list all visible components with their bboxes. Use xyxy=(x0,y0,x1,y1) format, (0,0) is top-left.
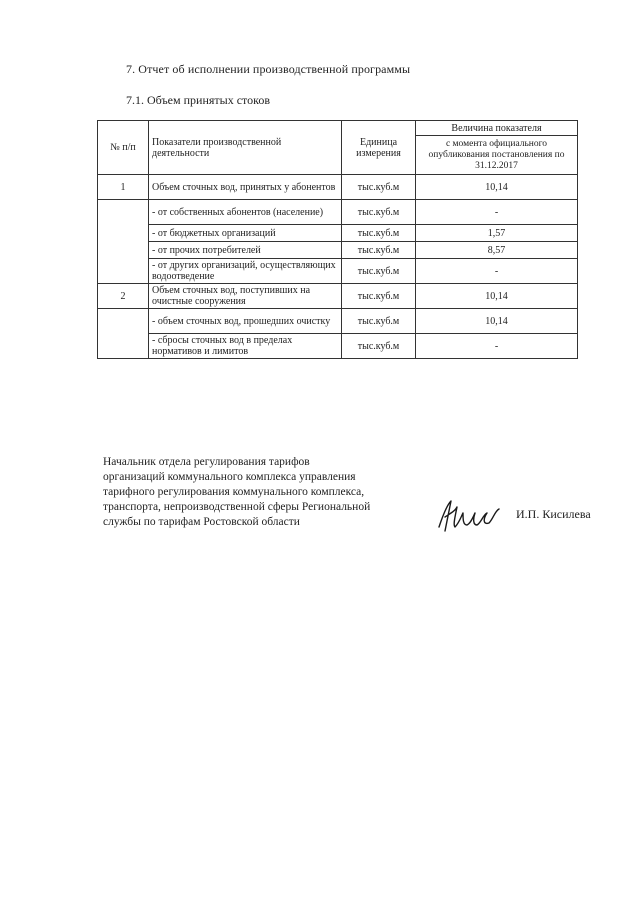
row-value: 8,57 xyxy=(416,242,578,259)
row-unit: тыс.куб.м xyxy=(342,334,416,359)
row-num xyxy=(98,225,149,242)
position-line: организаций коммунального комплекса управления xyxy=(103,471,356,483)
row-unit: тыс.куб.м xyxy=(342,242,416,259)
row-num xyxy=(98,309,149,334)
row-indicator: - объем сточных вод, прошедших очистку xyxy=(149,309,342,334)
table-row xyxy=(98,259,578,284)
table-row xyxy=(98,242,578,259)
table-row xyxy=(98,200,578,225)
row-indicator: - от собственных абонентов (население) xyxy=(149,200,342,225)
row-num: 1 xyxy=(98,175,149,200)
row-num: 2 xyxy=(98,284,149,309)
position-line: службы по тарифам Ростовской области xyxy=(103,516,300,528)
header-unit: Единица измерения xyxy=(342,121,416,175)
row-value: 10,14 xyxy=(416,175,578,200)
table-row xyxy=(98,175,578,200)
row-num xyxy=(98,200,149,225)
row-value: 10,14 xyxy=(416,284,578,309)
row-unit: тыс.куб.м xyxy=(342,175,416,200)
header-value-period: с момента официального опубликования постановления по 31.12.2017 xyxy=(416,136,578,175)
row-num xyxy=(98,259,149,284)
table-row xyxy=(98,225,578,242)
row-unit: тыс.куб.м xyxy=(342,259,416,284)
header-value: Величина показателя xyxy=(416,121,578,136)
table-row xyxy=(98,309,578,334)
report-table xyxy=(97,120,578,359)
row-indicator: - от прочих потребителей xyxy=(149,242,342,259)
row-indicator: - сбросы сточных вод в пределах нормативов и лимитов xyxy=(149,334,342,359)
row-unit: тыс.куб.м xyxy=(342,200,416,225)
handwritten-signature xyxy=(433,497,503,535)
signer-name: И.П. Кисилева xyxy=(516,507,591,521)
row-indicator: - от других организаций, осуществляющих водоотведение xyxy=(149,259,342,284)
row-value: - xyxy=(416,334,578,359)
header-num: № п/п xyxy=(98,121,149,175)
row-indicator: Объем сточных вод, принятых у абонентов xyxy=(149,175,342,200)
row-unit: тыс.куб.м xyxy=(342,225,416,242)
row-indicator: Объем сточных вод, поступивших на очистные сооружения xyxy=(149,284,342,309)
row-unit: тыс.куб.м xyxy=(342,309,416,334)
row-value: - xyxy=(416,200,578,225)
subsection-title: 7.1. Объем принятых стоков xyxy=(126,93,270,107)
position-line: тарифного регулирования коммунального комплекса, xyxy=(103,486,365,498)
row-unit: тыс.куб.м xyxy=(342,284,416,309)
position-line: транспорта, непроизводственной сферы Региональной xyxy=(103,501,371,513)
table-row xyxy=(98,334,578,359)
section-title: 7. Отчет об исполнении производственной программы xyxy=(126,62,411,76)
table-row xyxy=(98,284,578,309)
row-value: - xyxy=(416,259,578,284)
row-indicator: - от бюджетных организаций xyxy=(149,225,342,242)
row-value: 1,57 xyxy=(416,225,578,242)
header-indicator: Показатели производственной деятельности xyxy=(149,121,342,175)
position-line: Начальник отдела регулирования тарифов xyxy=(103,456,310,468)
row-num xyxy=(98,242,149,259)
row-num xyxy=(98,334,149,359)
signatory-position xyxy=(103,455,413,530)
row-value: 10,14 xyxy=(416,309,578,334)
